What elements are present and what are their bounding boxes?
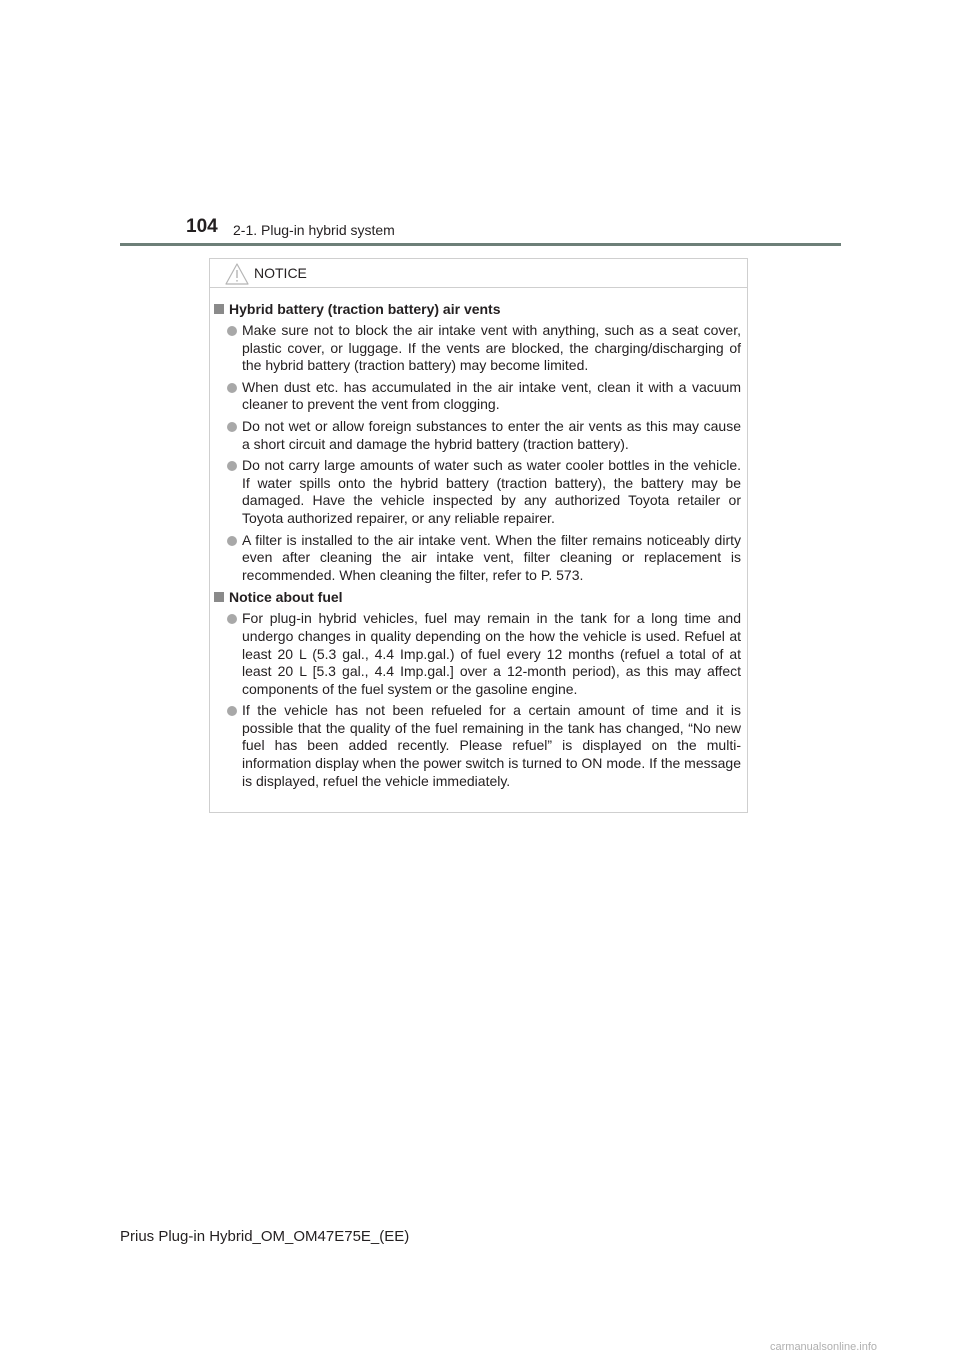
notice-header <box>210 259 747 288</box>
notice-box <box>209 258 748 813</box>
list-item <box>210 532 747 585</box>
watermark[interactable]: carmanualsonline.info <box>770 1341 878 1353</box>
footer-title: Prius Plug-in Hybrid_OM_OM47E75E_(EE) <box>120 1228 410 1245</box>
list-item <box>210 379 747 414</box>
list-item <box>210 418 747 453</box>
page-header <box>0 0 960 250</box>
list-item-text: Make sure not to block the air intake vent with anything, such as a seat cover, plastic cover, or luggage. If the vents are blocked, the charging/discharging of the hybrid battery (traction battery) may become limited. <box>242 322 741 374</box>
list-item-text: A filter is installed to the air intake vent. When the filter remains noticeably dirty even after cleaning the air intake vent, filter cleaning or replacement is recommended. When cleaning the filter, refer to P. 573. <box>242 531 741 583</box>
list-item-text: If the vehicle has not been refueled for a certain amount of time and it is possible that the quality of the fuel remaining in the tank has changed, “No new fuel has been added recently. Please refuel” is displayed on the multi-information display when the power switch is turned to ON mode. If the message is displayed, refuel the vehicle immediately. <box>242 702 741 789</box>
square-bullet-icon <box>214 592 224 602</box>
topic-title <box>210 300 747 318</box>
list-item <box>210 322 747 375</box>
circle-bullet-icon <box>227 461 237 471</box>
circle-bullet-icon <box>227 706 237 716</box>
topic-title-text: Notice about fuel <box>229 589 343 606</box>
list-item-text: For plug-in hybrid vehicles, fuel may remain in the tank for a long time and undergo changes in quality depending on the how the vehicle is used. Refuel at least 20 L (5.3 gal., 4.4 Imp.gal.) of fuel every 12 months (refuel a total of at least 20 L [5.3 gal., 4.4 Imp.gal.] over a 12-month period), as this may affect components of the fuel system or the gasoline engine. <box>242 610 741 697</box>
section-title: 2-1. Plug-in hybrid system <box>233 222 395 238</box>
circle-bullet-icon <box>227 614 237 624</box>
topic-title <box>210 588 747 606</box>
notice-label: NOTICE <box>254 265 307 281</box>
topic-fuel <box>210 588 747 790</box>
list-item-text: Do not carry large amounts of water such as water cooler bottles in the vehicle. If water spills onto the hybrid battery (traction battery), the battery may be damaged. Have the vehicle inspected by any authorized Toyota retailer or Toyota authorized repairer, or any reliable repairer. <box>242 457 741 526</box>
topic-title-text: Hybrid battery (traction battery) air vents <box>229 301 501 317</box>
circle-bullet-icon <box>227 536 237 546</box>
notice-body <box>210 300 747 794</box>
list-item-text: Do not wet or allow foreign substances to enter the air vents as this may cause a short circuit and damage the hybrid battery (traction battery). <box>242 417 741 452</box>
topic-air-vents <box>210 300 747 584</box>
circle-bullet-icon <box>227 422 237 432</box>
circle-bullet-icon <box>227 383 237 393</box>
list-item <box>210 457 747 527</box>
warning-triangle-icon <box>225 263 249 285</box>
circle-bullet-icon <box>227 326 237 336</box>
list-item-text: When dust etc. has accumulated in the air intake vent, clean it with a vacuum cleaner to prevent the vent from clogging. <box>242 378 741 413</box>
square-bullet-icon <box>214 304 224 314</box>
page-number: 104 <box>186 216 218 237</box>
list-item <box>210 610 747 698</box>
list-item <box>210 702 747 790</box>
header-rule <box>120 243 841 246</box>
